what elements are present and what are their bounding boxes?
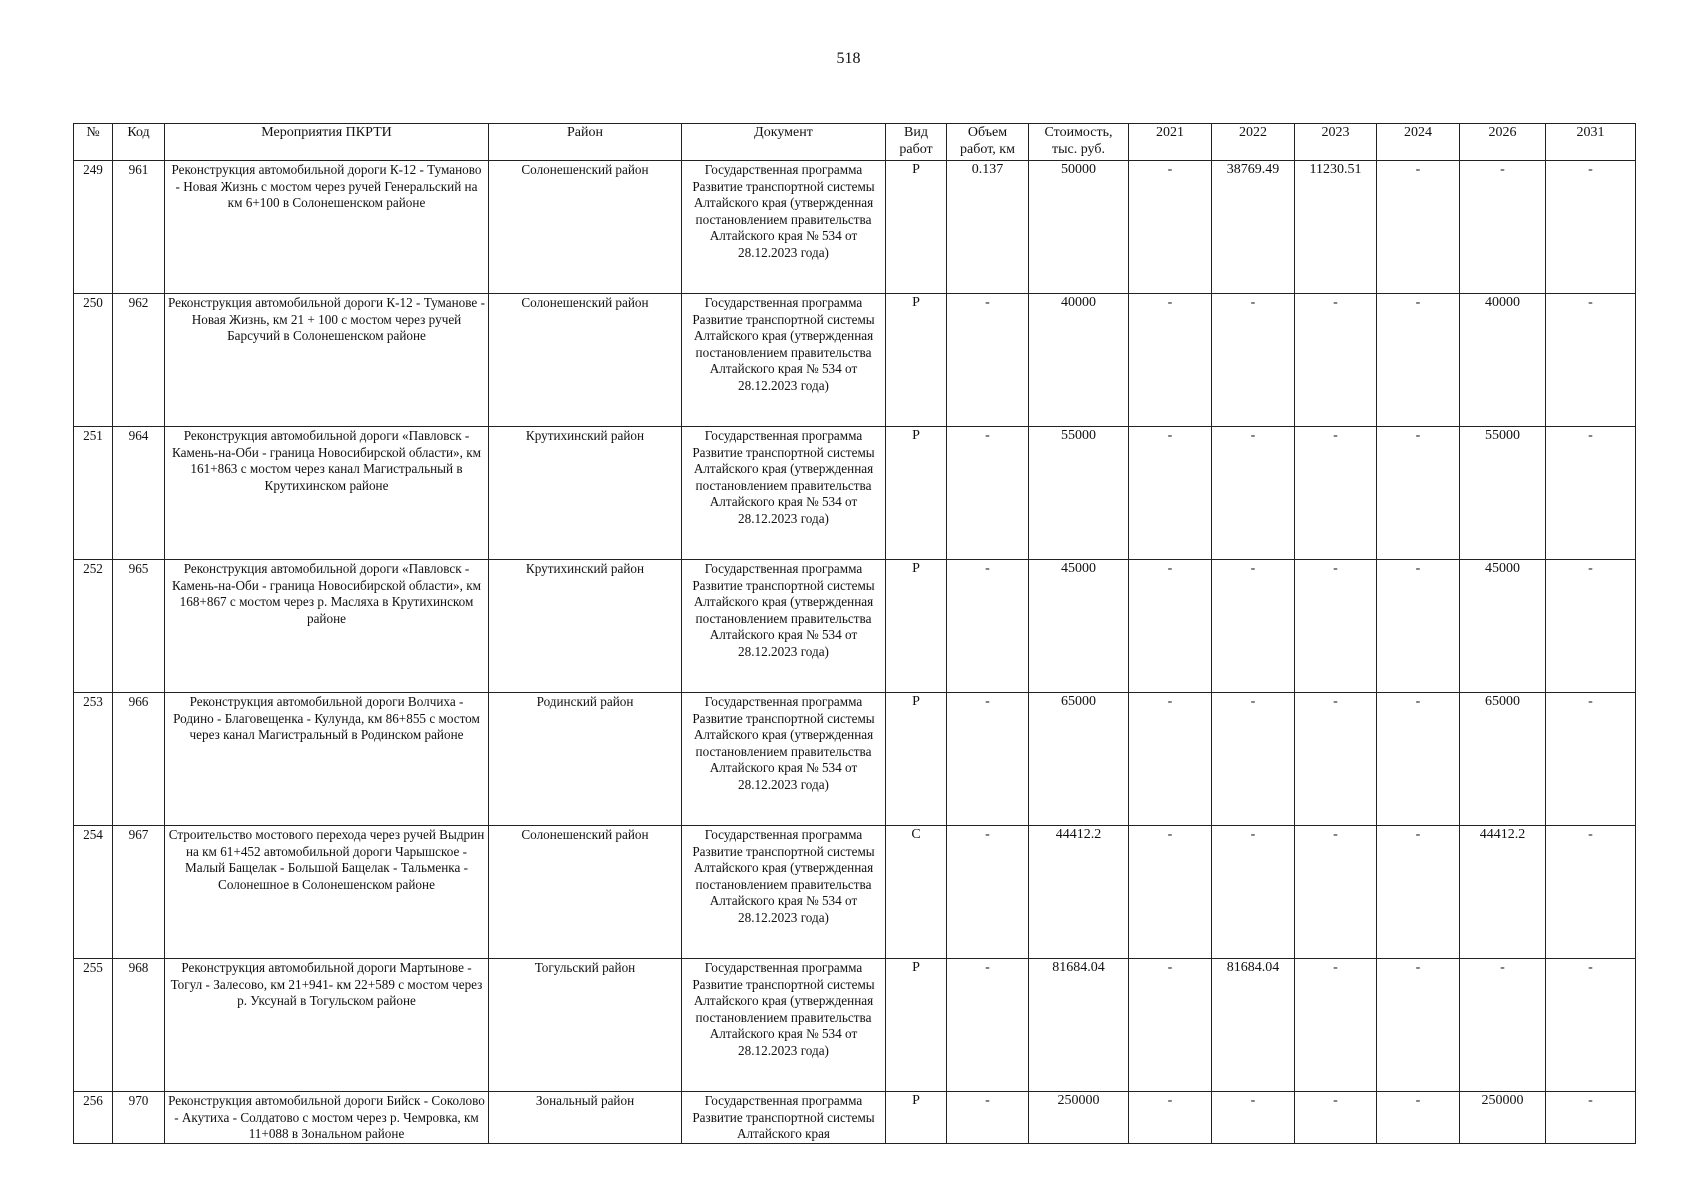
col-cost-cell: 81684.04 (1029, 959, 1129, 1092)
col-volume-km-cell: - (947, 959, 1029, 1092)
col-district-cell: Зональный район (489, 1092, 682, 1144)
page-number: 518 (836, 50, 861, 67)
col-2022-cell: 81684.04 (1212, 959, 1295, 1092)
col-district-cell: Крутихинский район (489, 427, 682, 560)
header-col-cost: Стоимость, тыс. руб. (1029, 124, 1129, 161)
col-volume-km-cell: - (947, 1092, 1029, 1144)
header-col-work-type: Вид работ (886, 124, 947, 161)
col-number-cell: 255 (74, 959, 113, 1092)
col-district-cell: Крутихинский район (489, 560, 682, 693)
col-2021-cell: - (1129, 1092, 1212, 1144)
col-2031-cell: - (1546, 427, 1636, 560)
col-volume-km-cell: - (947, 693, 1029, 826)
table-row (74, 959, 1636, 1092)
col-activity-cell: Реконструкция автомобильной дороги Волчиха - Родино - Благовещенка - Кулунда, км 86+855 с мостом через канал Магистральный в Родинском районе (165, 693, 489, 826)
col-volume-km-cell: - (947, 826, 1029, 959)
col-district-cell: Солонешенский район (489, 294, 682, 427)
col-activity-cell: Реконструкция автомобильной дороги «Павловск - Камень-на-Оби - граница Новосибирской области», км 168+867 с мостом через р. Масляха в Крутихинском районе (165, 560, 489, 693)
col-2021-cell: - (1129, 693, 1212, 826)
col-document-cell: Государственная программа Развитие транспортной системы Алтайского края (утвержденная постановлением правительства Алтайского края № 534 от 28.12.2023 года) (682, 427, 886, 560)
col-activity-cell: Реконструкция автомобильной дороги Мартынове - Тогул - Залесово, км 21+941- км 22+589 с мостом через р. Уксунай в Тогульском районе (165, 959, 489, 1092)
col-2026-cell: - (1460, 959, 1546, 1092)
col-2021-cell: - (1129, 161, 1212, 294)
col-2022-cell: - (1212, 294, 1295, 427)
header-col-volume-km: Объем работ, км (947, 124, 1029, 161)
col-code-cell: 962 (113, 294, 165, 427)
col-work-type-cell: С (886, 826, 947, 959)
col-2024-cell: - (1377, 560, 1460, 693)
col-document-cell: Государственная программа Развитие транспортной системы Алтайского края (утвержденная постановлением правительства Алтайского края № 534 от 28.12.2023 года) (682, 560, 886, 693)
col-cost-cell: 250000 (1029, 1092, 1129, 1144)
col-document-cell: Государственная программа Развитие транспортной системы Алтайского края (682, 1092, 886, 1144)
col-code-cell: 967 (113, 826, 165, 959)
col-2023-cell: - (1295, 693, 1377, 826)
header-col-number: № (74, 124, 113, 161)
col-2022-cell: - (1212, 693, 1295, 826)
col-2023-cell: - (1295, 560, 1377, 693)
col-2026-cell: - (1460, 161, 1546, 294)
col-cost-cell: 45000 (1029, 560, 1129, 693)
col-2031-cell: - (1546, 560, 1636, 693)
col-2024-cell: - (1377, 1092, 1460, 1144)
col-2026-cell: 45000 (1460, 560, 1546, 693)
col-activity-cell: Реконструкция автомобильной дороги К-12 - Туманове - Новая Жизнь, км 21 + 100 с мостом через ручей Барсучий в Солонешенском районе (165, 294, 489, 427)
col-2022-cell: - (1212, 1092, 1295, 1144)
col-2023-cell: 11230.51 (1295, 161, 1377, 294)
col-number-cell: 252 (74, 560, 113, 693)
header-col-2022: 2022 (1212, 124, 1295, 161)
col-2022-cell: - (1212, 427, 1295, 560)
col-district-cell: Солонешенский район (489, 826, 682, 959)
col-code-cell: 965 (113, 560, 165, 693)
col-code-cell: 964 (113, 427, 165, 560)
table-row (74, 1092, 1636, 1144)
col-2031-cell: - (1546, 294, 1636, 427)
header-col-2021: 2021 (1129, 124, 1212, 161)
col-cost-cell: 55000 (1029, 427, 1129, 560)
header-col-activity: Мероприятия ПКРТИ (165, 124, 489, 161)
col-volume-km-cell: 0.137 (947, 161, 1029, 294)
header-col-document: Документ (682, 124, 886, 161)
table-row (74, 161, 1636, 294)
col-activity-cell: Реконструкция автомобильной дороги К-12 - Туманово - Новая Жизнь с мостом через ручей Генеральский на км 6+100 в Солонешенском районе (165, 161, 489, 294)
header-col-2026: 2026 (1460, 124, 1546, 161)
col-2023-cell: - (1295, 959, 1377, 1092)
col-number-cell: 249 (74, 161, 113, 294)
col-2023-cell: - (1295, 1092, 1377, 1144)
col-code-cell: 968 (113, 959, 165, 1092)
col-2024-cell: - (1377, 427, 1460, 560)
col-work-type-cell: Р (886, 161, 947, 294)
col-number-cell: 254 (74, 826, 113, 959)
table-header-row (74, 124, 1636, 161)
col-work-type-cell: Р (886, 427, 947, 560)
col-2026-cell: 65000 (1460, 693, 1546, 826)
col-document-cell: Государственная программа Развитие транспортной системы Алтайского края (утвержденная постановлением правительства Алтайского края № 534 от 28.12.2023 года) (682, 959, 886, 1092)
col-2021-cell: - (1129, 294, 1212, 427)
col-activity-cell: Строительство мостового перехода через ручей Выдрин на км 61+452 автомобильной дороги Чарышское - Малый Бащелак - Большой Бащелак - Тальменка - Солонешное в Солонешенском районе (165, 826, 489, 959)
col-code-cell: 961 (113, 161, 165, 294)
col-number-cell: 256 (74, 1092, 113, 1144)
header-col-2023: 2023 (1295, 124, 1377, 161)
col-work-type-cell: Р (886, 1092, 947, 1144)
col-2023-cell: - (1295, 427, 1377, 560)
col-2021-cell: - (1129, 826, 1212, 959)
col-district-cell: Тогульский район (489, 959, 682, 1092)
col-2024-cell: - (1377, 693, 1460, 826)
col-volume-km-cell: - (947, 294, 1029, 427)
col-cost-cell: 40000 (1029, 294, 1129, 427)
col-2031-cell: - (1546, 1092, 1636, 1144)
col-2031-cell: - (1546, 959, 1636, 1092)
col-2031-cell: - (1546, 826, 1636, 959)
col-2021-cell: - (1129, 959, 1212, 1092)
col-activity-cell: Реконструкция автомобильной дороги «Павловск - Камень-на-Оби - граница Новосибирской области», км 161+863 с мостом через канал Магистральный в Крутихинском районе (165, 427, 489, 560)
col-cost-cell: 50000 (1029, 161, 1129, 294)
col-volume-km-cell: - (947, 560, 1029, 693)
col-2026-cell: 250000 (1460, 1092, 1546, 1144)
col-2022-cell: 38769.49 (1212, 161, 1295, 294)
col-document-cell: Государственная программа Развитие транспортной системы Алтайского края (утвержденная постановлением правительства Алтайского края № 534 от 28.12.2023 года) (682, 294, 886, 427)
col-number-cell: 253 (74, 693, 113, 826)
col-document-cell: Государственная программа Развитие транспортной системы Алтайского края (утвержденная постановлением правительства Алтайского края № 534 от 28.12.2023 года) (682, 693, 886, 826)
col-2024-cell: - (1377, 959, 1460, 1092)
road-projects-table (73, 123, 1636, 1144)
table-body (74, 161, 1636, 1144)
header-col-2024: 2024 (1377, 124, 1460, 161)
table-row (74, 693, 1636, 826)
header-col-code: Код (113, 124, 165, 161)
col-work-type-cell: Р (886, 693, 947, 826)
table-row (74, 427, 1636, 560)
col-document-cell: Государственная программа Развитие транспортной системы Алтайского края (утвержденная постановлением правительства Алтайского края № 534 от 28.12.2023 года) (682, 826, 886, 959)
col-2031-cell: - (1546, 693, 1636, 826)
col-number-cell: 251 (74, 427, 113, 560)
col-volume-km-cell: - (947, 427, 1029, 560)
col-work-type-cell: Р (886, 294, 947, 427)
col-2024-cell: - (1377, 826, 1460, 959)
col-2021-cell: - (1129, 427, 1212, 560)
col-2023-cell: - (1295, 826, 1377, 959)
col-document-cell: Государственная программа Развитие транспортной системы Алтайского края (утвержденная постановлением правительства Алтайского края № 534 от 28.12.2023 года) (682, 161, 886, 294)
table-row (74, 826, 1636, 959)
table-row (74, 294, 1636, 427)
col-district-cell: Солонешенский район (489, 161, 682, 294)
col-2022-cell: - (1212, 560, 1295, 693)
col-cost-cell: 65000 (1029, 693, 1129, 826)
header-col-district: Район (489, 124, 682, 161)
col-work-type-cell: Р (886, 959, 947, 1092)
col-district-cell: Родинский район (489, 693, 682, 826)
col-work-type-cell: Р (886, 560, 947, 693)
table-row (74, 560, 1636, 693)
col-activity-cell: Реконструкция автомобильной дороги Бийск - Соколово - Акутиха - Солдатово с мостом через р. Чемровка, км 11+088 в Зональном районе (165, 1092, 489, 1144)
col-2026-cell: 55000 (1460, 427, 1546, 560)
col-code-cell: 970 (113, 1092, 165, 1144)
col-2026-cell: 44412.2 (1460, 826, 1546, 959)
col-code-cell: 966 (113, 693, 165, 826)
col-number-cell: 250 (74, 294, 113, 427)
col-cost-cell: 44412.2 (1029, 826, 1129, 959)
col-2024-cell: - (1377, 161, 1460, 294)
col-2024-cell: - (1377, 294, 1460, 427)
col-2026-cell: 40000 (1460, 294, 1546, 427)
col-2023-cell: - (1295, 294, 1377, 427)
col-2031-cell: - (1546, 161, 1636, 294)
col-2022-cell: - (1212, 826, 1295, 959)
header-col-2031: 2031 (1546, 124, 1636, 161)
col-2021-cell: - (1129, 560, 1212, 693)
